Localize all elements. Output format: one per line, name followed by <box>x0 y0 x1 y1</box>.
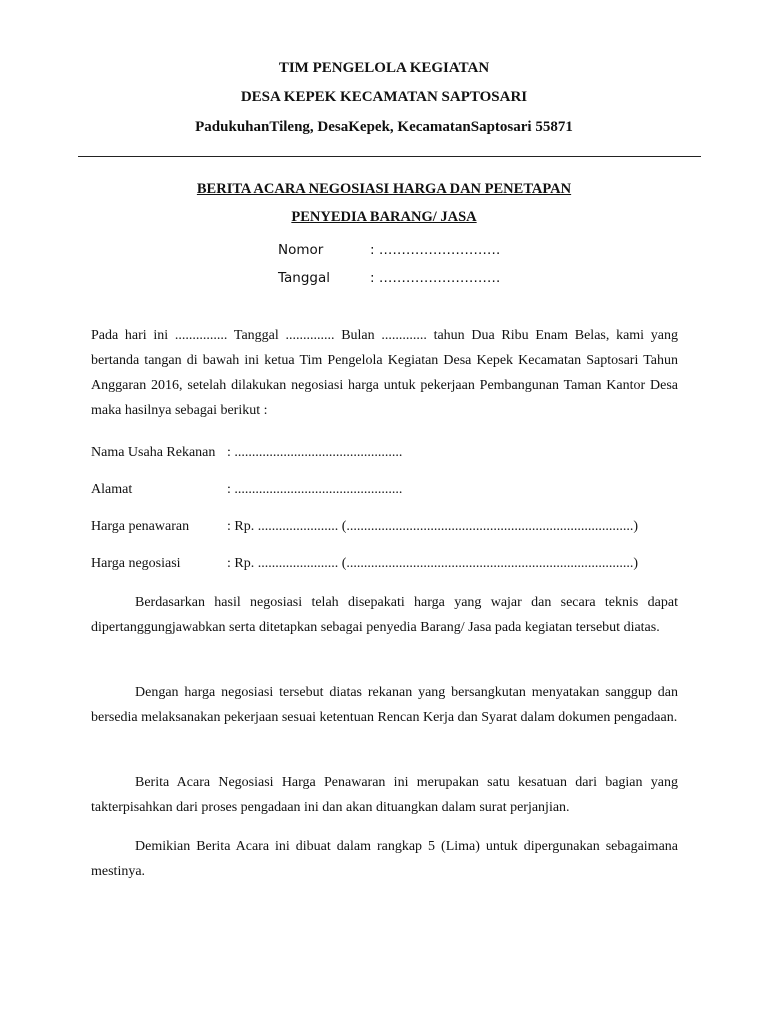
nomor-label: Nomor <box>278 242 324 258</box>
field-value: : ................................................ <box>227 445 403 460</box>
field-label: Alamat <box>91 482 133 497</box>
nomor-value: : ……………………… <box>370 242 501 258</box>
document-title: BERITA ACARA NEGOSIASI HARGA DAN PENETAPAN <box>196 181 572 197</box>
field-value: : Rp. ....................... (..................................................................................) <box>227 519 639 534</box>
intro-paragraph: Pada hari ini ............... Tanggal .............. Bulan ............. tahun Dua Ribu Enam Belas, kami yang bertanda tangan di bawah ini ketua Tim Pengelola Kegiatan Desa Kepek Kecamatan Saptosari Tahun Anggaran 2016, setelah dilakukan negosiasi harga untuk pekerjaan Pembangunan Taman Kantor Desa maka hasilnya sebagai berikut : <box>91 328 678 418</box>
tanggal-value: : ……………………… <box>370 270 501 286</box>
org-name: TIM PENGELOLA KEGIATAN <box>278 60 490 76</box>
field-value: : ................................................ <box>227 482 403 497</box>
field-row <box>91 519 691 535</box>
field-row <box>91 445 691 461</box>
field-label: Harga negosiasi <box>91 556 181 571</box>
org-address: PadukuhanTileng, DesaKepek, KecamatanSaptosari 55871 <box>195 119 573 135</box>
org-village: DESA KEPEK KECAMATAN SAPTOSARI <box>240 89 528 105</box>
document-subtitle: PENYEDIA BARANG/ JASA <box>291 209 477 225</box>
field-value: : Rp. ....................... (..................................................................................) <box>227 556 639 571</box>
body-paragraph: Berita Acara Negosiasi Harga Penawaran ini merupakan satu kesatuan dari bagian yang takterpisahkan dari proses pengadaan ini dan akan dituangkan dalam surat perjanjian. <box>91 775 678 815</box>
field-row <box>91 482 691 498</box>
tanggal-label: Tanggal <box>278 270 331 286</box>
body-paragraph: Demikian Berita Acara ini dibuat dalam rangkap 5 (Lima) untuk dipergunakan sebagaimana mestinya. <box>91 839 678 879</box>
tanggal-row <box>278 270 500 286</box>
body-paragraph: Dengan harga negosiasi tersebut diatas rekanan yang bersangkutan menyatakan sanggup dan bersedia melaksanakan pekerjaan sesuai ketentuan Rencan Kerja dan Syarat dalam dokumen pengadaan. <box>91 685 678 725</box>
body-paragraph: Berdasarkan hasil negosiasi telah disepakati harga yang wajar dan secara teknis dapat dipertanggungjawabkan serta ditetapkan sebagai penyedia Barang/ Jasa pada kegiatan tersebut diatas. <box>91 595 678 635</box>
field-row <box>91 556 691 572</box>
field-label: Harga penawaran <box>91 519 190 534</box>
nomor-row <box>278 242 500 258</box>
header-divider <box>78 156 701 157</box>
field-label: Nama Usaha Rekanan <box>91 445 216 460</box>
